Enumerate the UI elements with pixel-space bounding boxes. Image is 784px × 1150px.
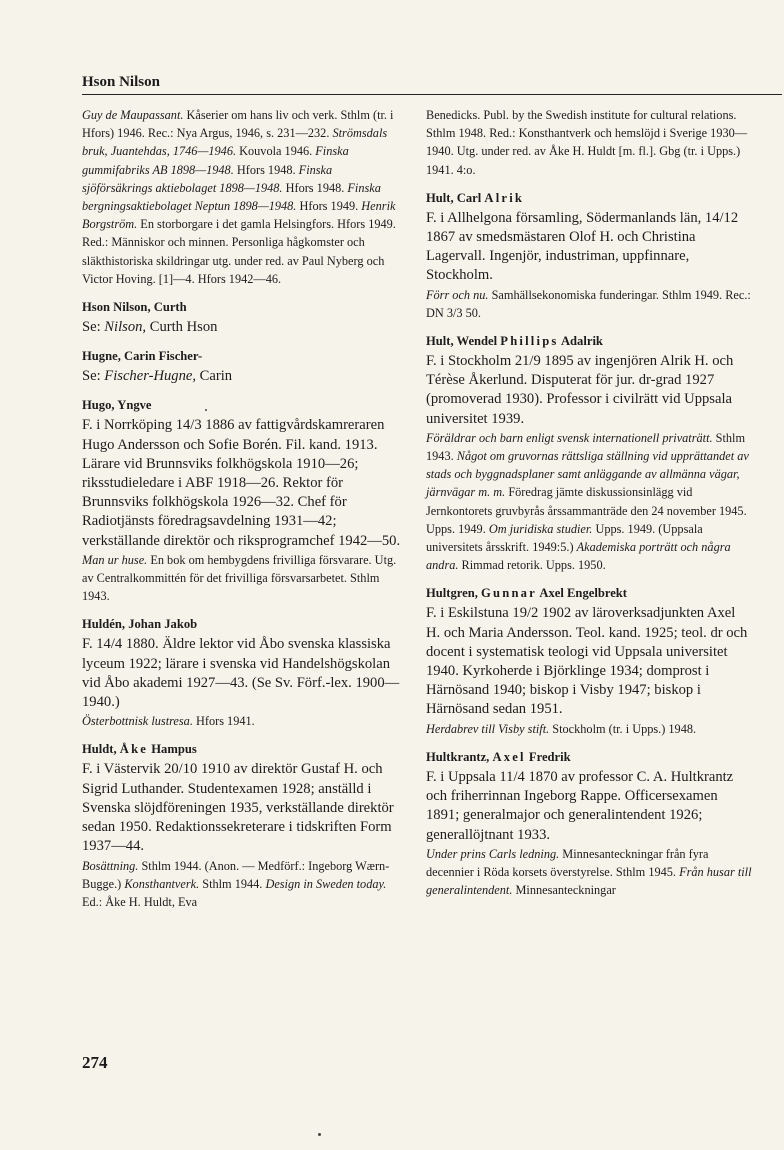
works-segment: Stockholm (tr. i Upps.) 1948. — [549, 721, 697, 736]
entry — [426, 189, 752, 322]
left-column — [82, 106, 404, 911]
works-segment: Om juridiska studier. — [488, 521, 593, 536]
text-segment: Guy de Maupassant. — [82, 108, 184, 122]
entry-biography — [82, 318, 404, 337]
entry — [82, 396, 404, 605]
biography-segment: F. i Västervik 20/10 1910 av direktör Gustaf H. och Sigrid Luthander. Studentexamen 1928; anställd i Svenska slöjdföreningen 1935, verkställande direktör sedan 1950. Redaktionssekreterare i tidskriften Form 1937—44. — [82, 761, 394, 855]
heading-segment: Phillips — [500, 334, 559, 349]
entry-biography — [426, 209, 752, 286]
entry-heading — [426, 189, 752, 207]
works-segment: Bosättning. — [82, 858, 139, 873]
works-segment: Sthlm 1944. (Anon. — Medförf.: Ingeborg Wærn-Bugge.) — [82, 858, 390, 891]
text-segment: En storborgare i det gamla Helsingfors. Hfors 1949. — [137, 217, 396, 232]
works-segment: Man ur huse. — [82, 552, 148, 567]
heading-segment: Adalrik — [558, 334, 603, 349]
heading-segment: Axel — [492, 749, 526, 764]
entry — [426, 748, 752, 899]
entry-works — [82, 712, 404, 730]
heading-segment: Åke — [119, 742, 149, 757]
entry — [82, 615, 404, 730]
entry-works — [426, 429, 752, 575]
entry — [82, 347, 404, 386]
works-segment: Minnesanteckningar — [512, 883, 616, 898]
continued-entry — [426, 106, 752, 179]
heading-segment: Hugne, Carin Fischer- — [82, 349, 203, 364]
entry-heading — [426, 332, 752, 350]
entry-works — [426, 845, 752, 900]
works-segment: Rimmad retorik. Upps. 1950. — [458, 558, 606, 573]
biography-segment: F. i Eskilstuna 19/2 1902 av läroverksadjunkten Axel H. och Maria Andersson. Teol. kand. 1925; teol. dr och docent i systematisk teologi vid Uppsala universitet 1940. Kyrkoherde i Björklinge 1934; domprost i Härnösand 1940; biskop i Visby 1947; biskop i Härnösand sedan 1951. — [426, 605, 748, 718]
entry-biography — [426, 768, 752, 845]
heading-segment: Axel Engelbrekt — [536, 586, 627, 601]
entry-heading — [82, 347, 404, 365]
entry — [82, 298, 404, 337]
text-segment: Kåserier om hans liv och verk. Sthlm (tr. i Hfors) 1946. — [82, 108, 394, 141]
works-segment: Akademiska porträtt och några andra. — [426, 540, 731, 573]
entry-biography — [82, 367, 404, 386]
entry-works — [426, 720, 752, 738]
heading-segment: Hultkrantz, — [426, 749, 493, 764]
heading-segment: Hampus — [148, 742, 197, 757]
entry-biography — [426, 604, 752, 719]
entry-biography — [82, 760, 404, 856]
entry-works — [82, 857, 404, 912]
works-segment: Förr och nu. — [426, 287, 489, 302]
works-segment: Hfors 1941. — [192, 714, 255, 729]
heading-segment: Hult, Wendel — [426, 334, 501, 349]
entry-heading — [426, 584, 752, 602]
entry-heading — [82, 298, 404, 316]
entry-heading — [426, 748, 752, 766]
biography-segment: F. i Allhelgona församling, Södermanlands län, 14/12 1867 av smedsmästaren Olof H. och Christina Lagervall. Ingenjör, industriman, uppfinnare, Stockholm. — [426, 209, 739, 284]
entry — [426, 332, 752, 574]
works-segment: Föräldrar och barn enligt svensk internationell privaträtt. — [426, 430, 713, 445]
running-head: Hson Nilson — [82, 74, 160, 90]
biography-segment: Curth Hson — [146, 319, 218, 336]
text-segment: Benedicks. Publ. by the Swedish institute for cultural relations. Sthlm 1948. — [426, 108, 737, 141]
text-segment: Hfors 1949. — [296, 199, 359, 214]
continued-entry — [82, 106, 404, 288]
biography-segment: F. i Stockholm 21/9 1895 av ingenjören Alrik H. och Térèse Åkerlund. Disputerat för jur. dr-grad 1927 (promoverad 1930). Professor i civilrätt vid Uppsala universitet 1939. — [426, 353, 734, 427]
works-segment: Från husar till generalintendent. — [426, 864, 752, 898]
heading-segment: Hson Nilson, Curth — [82, 300, 187, 315]
works-segment: En bok om hembygdens frivilliga försvarare. Utg. av Centralkommittén för det frivilliga försvarsarbetet. Sthlm 1943. — [82, 552, 397, 604]
biography-segment: Se: — [82, 319, 105, 336]
text-segment: Henrik Borgström. — [82, 199, 396, 232]
biography-segment: F. i Norrköping 14/3 1886 av fattigvårdskamreraren Hugo Andersson och Sofie Borén. Fil. kand. 1913. Lärare vid Brunnsviks folkhögskola 1910—26; riksstudieledare i ABF 1918—26. Rektor för Brunnsviks folkhögskola 1926—32. Chef för Radiotjänsts föredragsavdelning 1931—42; verkställande direktör och riksprogramchef 1942—50. — [82, 417, 401, 549]
biography-segment: F. i Uppsala 11/4 1870 av professor C. A. Hultkrantz och friherrinnan Ingeborg Rappe. Officersexamen 1891; generalmajor och generalintendent 1926; generallöjtnant 1933. — [426, 768, 734, 843]
text-segment: Red.: Människor och minnen. Personliga hågkomster och släkthistoriska skildringar utg. under red. av Paul Nyberg och Victor Hoving. [1]—4. Hfors 1942—46. — [82, 235, 385, 286]
heading-segment: Huldén, Johan Jakob — [82, 617, 198, 632]
entry-heading — [82, 615, 404, 633]
works-segment: Under prins Carls ledning. — [426, 846, 560, 861]
works-segment: Ed.: Åke H. Huldt, Eva — [82, 894, 198, 909]
works-segment: Design in Sweden today. — [265, 876, 387, 891]
works-segment: Något om gruvornas rättsliga ställning vid upprättandet av stads och byggnadsplaner samt anläggande av allmänna vägar, järnvägar m. m. — [426, 449, 749, 500]
entry-heading — [82, 740, 404, 758]
right-column — [426, 106, 752, 899]
works-segment: Samhällsekonomiska funderingar. Sthlm 1949. Rec.: DN 3/3 50. — [426, 287, 751, 320]
works-segment: Föredrag jämte diskussionsinlägg vid Jernkontorets gruvbyrås årssammanträde den 24 november 1945. Upps. 1949. — [426, 485, 747, 536]
heading-segment: Huldt, — [82, 742, 120, 757]
heading-segment: Alrik — [484, 190, 525, 205]
heading-segment: Hugo, Yngve — [82, 398, 152, 413]
page-number: 274 — [82, 1053, 108, 1072]
works-segment: Herdabrev till Visby stift. — [426, 721, 550, 736]
works-segment: Österbottnisk lustresa. — [82, 714, 193, 729]
heading-segment: Gunnar — [481, 586, 537, 601]
entry-biography — [82, 635, 404, 712]
heading-segment: Hult, Carl — [426, 190, 485, 205]
works-segment: Minnesanteckningar från fyra decennier i Röda korsets överstyrelse. Sthlm 1945. — [426, 846, 709, 879]
entry — [82, 740, 404, 911]
entry-biography — [82, 416, 404, 550]
text-segment: Rec.: Nya Argus, 1946, s. 231—232. — [144, 126, 330, 141]
text-segment: Finska bergningsaktiebolaget Neptun 1898—1948. — [82, 180, 381, 214]
biography-segment: Carin — [196, 368, 233, 385]
entry-works — [82, 551, 404, 606]
biography-segment: Se: — [82, 368, 105, 385]
text-segment: Strömsdals bruk, Juantehdas, 1746—1946. — [82, 126, 388, 159]
text-segment: Finska sjöförsäkrings aktiebolaget 1898—1948. — [82, 162, 333, 195]
biography-segment: Nilson, — [104, 319, 147, 336]
works-segment: Konsthantverk. — [124, 876, 200, 891]
text-segment: Finska gummifabriks AB 1898—1948. — [82, 144, 349, 177]
text-segment: Red.: Konsthantverk och hemslöjd i Sverige 1930—1940. Utg. under red. av Åke H. Huldt [m. fl.]. Gbg (tr. i Upps.) 1941. 4:o. — [426, 126, 748, 177]
biography-segment: Fischer-Hugne, — [104, 368, 196, 385]
entry-heading — [82, 396, 404, 414]
text-segment: Hfors 1948. — [282, 180, 345, 195]
speck — [318, 1133, 321, 1136]
entry — [426, 584, 752, 737]
heading-segment: Fredrik — [525, 749, 571, 764]
heading-segment: Hultgren, — [426, 586, 482, 601]
speck — [205, 409, 207, 411]
entry-works — [426, 286, 752, 322]
entry-biography — [426, 352, 752, 429]
works-segment: Upps. 1949. (Uppsala universitets årsskrift. 1949:5.) — [426, 521, 703, 555]
text-segment: Kouvola 1946. — [236, 144, 313, 159]
works-segment: Sthlm 1943. — [426, 430, 746, 464]
text-segment: Hfors 1948. — [233, 162, 296, 177]
biography-segment: F. 14/4 1880. Äldre lektor vid Åbo svenska klassiska lyceum 1922; lärare i svenska vid Handelshögskolan vid Åbo akademi 1927—43. (Se Sv. Förf.-lex. 1900—1940.) — [82, 636, 400, 711]
works-segment: Sthlm 1944. — [199, 876, 266, 891]
page-header — [82, 72, 782, 95]
